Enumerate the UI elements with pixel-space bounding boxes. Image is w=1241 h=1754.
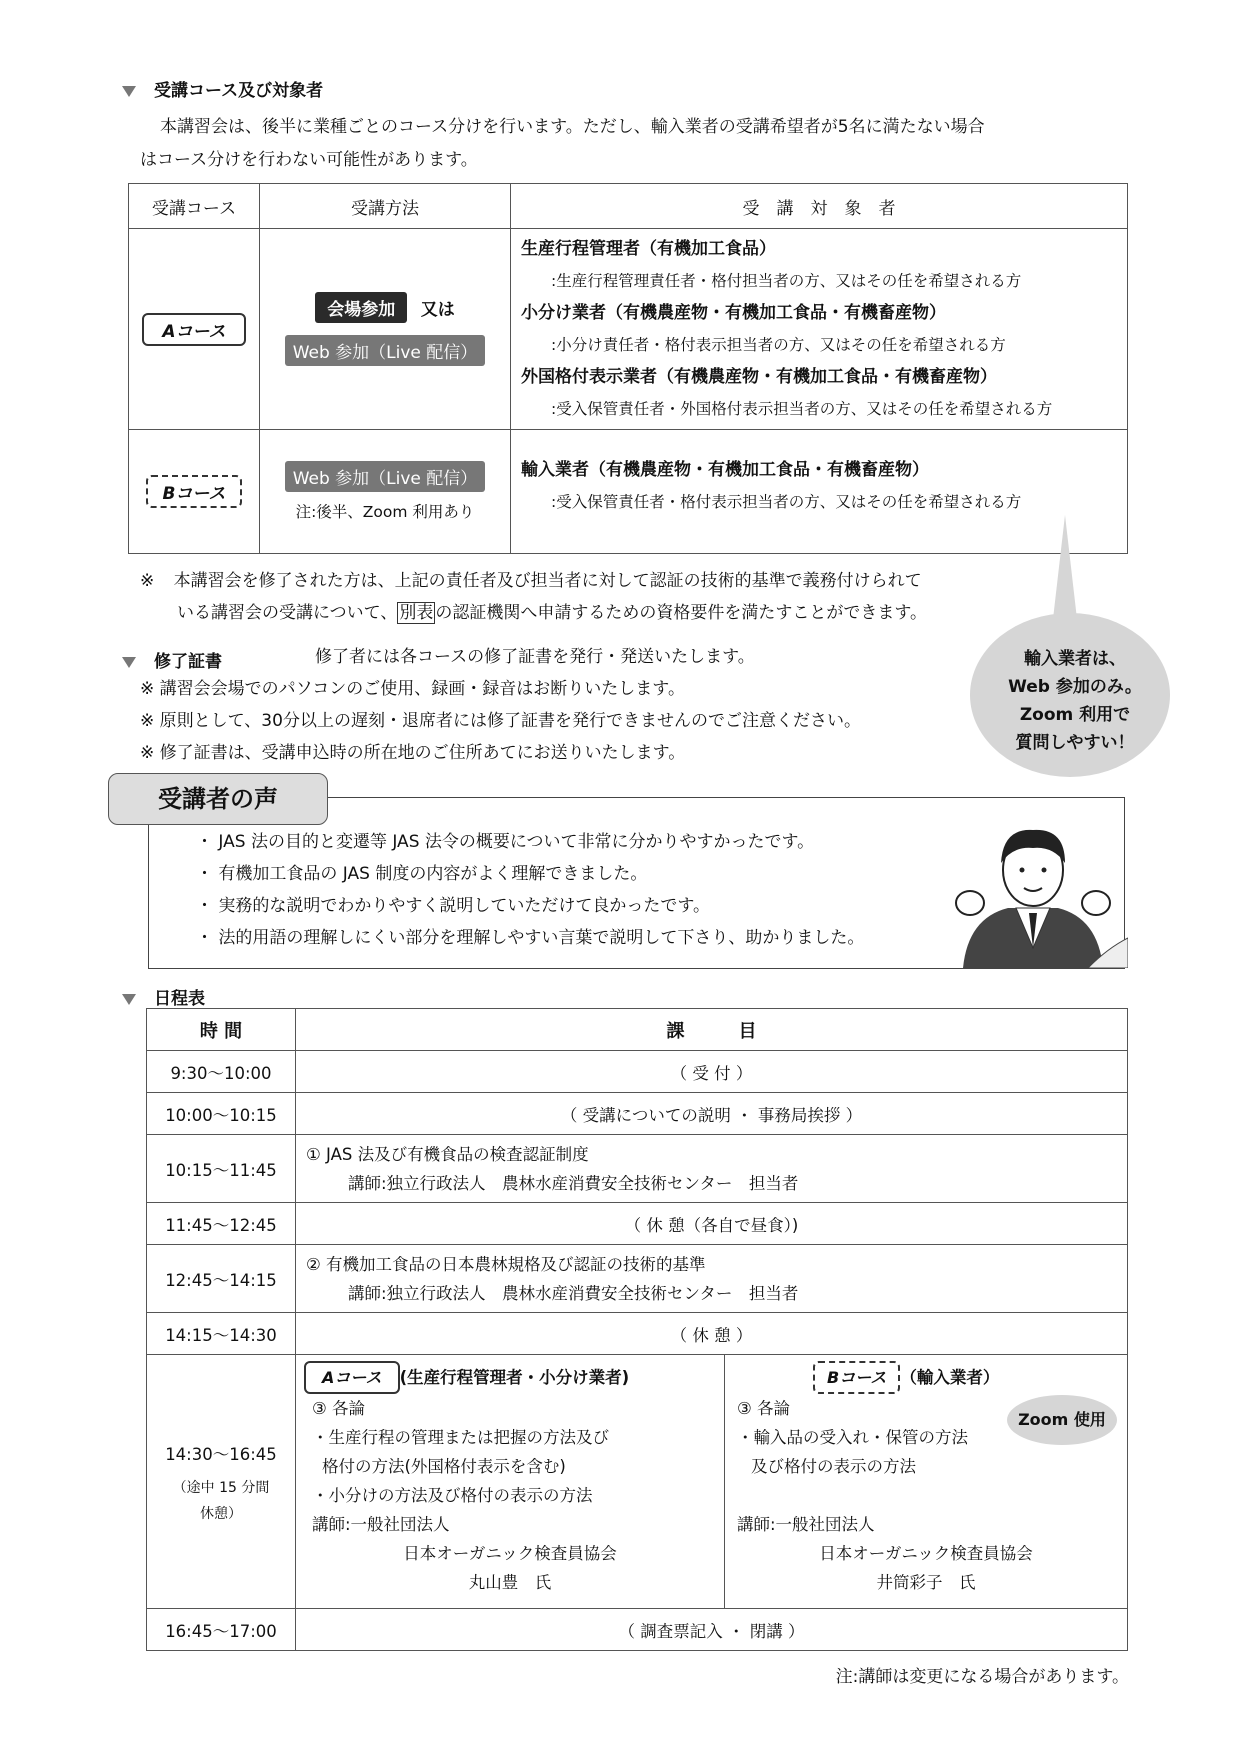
schedule-footnote: 注:講師は変更になる場合があります。 — [835, 1667, 1129, 1687]
target-title: 小分け業者（有機農産物・有機加工食品・有機畜産物） — [521, 303, 946, 323]
target-desc: :受入保管責任者・外国格付表示担当者の方、又はその任を希望される方 — [551, 400, 1053, 418]
a-target-cell — [511, 229, 1128, 430]
schedule-row: 10:15～11:45 ① JAS 法及び有機食品の検査認証制度 講師:独立行政法人 農林水産消費安全技術センター 担当者 — [147, 1135, 1128, 1203]
th-method: 受講方法 — [260, 184, 511, 229]
voices-tab: 受講者の声 — [108, 773, 328, 825]
method-or: 又は — [420, 300, 455, 320]
businessman-illustration — [938, 808, 1128, 968]
certificate-note: ※ 修了証書は、受講申込時の所在地のご住所あてにお送りいたします。 — [140, 743, 686, 763]
col-time-header: 時 間 — [147, 1009, 296, 1051]
a-course-badge: Aコース — [142, 313, 245, 346]
th-target: 受 講 対 象 者 — [511, 184, 1128, 229]
schedule-row: 11:45～12:45 （ 休 憩（各自で昼食）) — [147, 1203, 1128, 1245]
target-title: 輸入業者（有機農産物・有機加工食品・有機畜産物） — [521, 460, 929, 480]
web-badge-b: Web 参加（Live 配信） — [285, 461, 486, 492]
course-section-heading: 受講コース及び対象者 — [122, 76, 323, 101]
triangle-bullet-icon — [122, 994, 136, 1005]
schedule-row: 10:00～10:15 （ 受講についての説明 ・ 事務局挨拶 ） — [147, 1093, 1128, 1135]
schedule-row-split: 14:30～16:45 （途中 15 分間 休憩） Aコース (生産行程管理者・小分け業者) ③ 各論 ・生産行程の管理または把握の方法及び 格付の方法(外国格付表示を含む) ・小分けの方法及び格付の表示の方法 講師:一般社団法人 日本オーガニック検査員協会 丸山豊 氏 Bコース （輸入業者） ③ 各論 ・輸入品の受入れ・保管の方法 及び格付の表示の方法 講師:一般社団法人 日本オーガニック検査員協会 井筒彩子 氏 Zoom 使用 — [147, 1355, 1128, 1609]
triangle-bullet-icon — [122, 86, 136, 97]
target-desc: :生産行程管理責任者・格付担当者の方、又はその任を希望される方 — [551, 272, 1022, 290]
b-course-badge: Bコース — [813, 1361, 900, 1394]
a-course-cell — [129, 229, 260, 430]
bubble-text: 輸入業者は、 Web 参加のみ。 Zoom 利用で 質問しやすい！ — [1008, 649, 1142, 753]
a-course-badge: Aコース — [304, 1361, 400, 1394]
web-badge-a: Web 参加（Live 配信） — [285, 335, 486, 366]
schedule-table — [146, 1008, 1128, 1651]
course-table — [128, 183, 1128, 554]
a-method-cell — [260, 229, 511, 430]
annex-link[interactable]: 別表 — [399, 603, 434, 623]
certificate-note: ※ 講習会会場でのパソコンのご使用、録画・録音はお断りいたします。 — [140, 679, 685, 699]
target-title: 生産行程管理者（有機加工食品） — [521, 239, 776, 259]
b-method-note: 注:後半、Zoom 利用あり — [295, 503, 475, 521]
qualification-note-line-2: いる講習会の受講について、 別表 の認証機関へ申請するための資格要件を満たすことができます。 — [177, 603, 927, 623]
venue-badge: 会場参加 — [315, 292, 407, 323]
voice-item: ・ 実務的な説明でわかりやすく説明していただけて良かったです。 — [196, 896, 711, 916]
a-course-lecture: Aコース (生産行程管理者・小分け業者) ③ 各論 ・生産行程の管理または把握の方法及び 格付の方法(外国格付表示を含む) ・小分けの方法及び格付の表示の方法 講師:一般社団法人 日本オーガニック検査員協会 丸山豊 氏 — [296, 1355, 725, 1609]
voices-list — [196, 826, 864, 954]
schedule-row: 16:45～17:00 （ 調査票記入 ・ 閉講 ） — [147, 1609, 1128, 1651]
th-course: 受講コース — [129, 184, 260, 229]
qualification-note-line-1: ※ 本講習会を修了された方は、上記の責任者及び担当者に対して認証の技術的基準で義務付けられて — [140, 571, 922, 591]
certificate-heading: 修了証書 — [122, 647, 222, 672]
b-course-cell — [129, 430, 260, 554]
b-course-badge: Bコース — [146, 475, 241, 508]
triangle-bullet-icon — [122, 657, 136, 668]
intro-line-1: 本講習会は、後半に業種ごとのコース分けを行います。ただし、輸入業者の受講希望者が5名に満たない場合 — [160, 117, 985, 137]
schedule-row: 9:30～10:00 （ 受 付 ） — [147, 1051, 1128, 1093]
schedule-row: 12:45～14:15 ② 有機加工食品の日本農林規格及び認証の技術的基準 講師:独立行政法人 農林水産消費安全技術センター 担当者 — [147, 1245, 1128, 1313]
zoom-badge: Zoom 使用 — [1007, 1395, 1117, 1445]
note-mark: ※ — [140, 571, 155, 591]
voice-item: ・ JAS 法の目的と変遷等 JAS 法令の概要について非常に分かりやすかったです。 — [196, 832, 815, 852]
col-subject-header: 課 目 — [296, 1009, 1128, 1051]
target-title: 外国格付表示業者（有機農産物・有機加工食品・有機畜産物） — [521, 367, 997, 387]
certificate-text: 修了者には各コースの修了証書を発行・発送いたします。 — [315, 647, 755, 667]
intro-line-2: はコース分けを行わない可能性があります。 — [140, 150, 478, 170]
course-row-a — [129, 229, 1128, 430]
target-desc: :小分け責任者・格付表示担当者の方、又はその任を希望される方 — [551, 336, 1006, 354]
target-desc: :受入保管責任者・格付表示担当者の方、又はその任を希望される方 — [551, 493, 1022, 511]
voice-item: ・ 有機加工食品の JAS 制度の内容がよく理解できました。 — [196, 864, 648, 884]
schedule-heading: 日程表 — [122, 984, 205, 1009]
b-course-lecture: Bコース （輸入業者） ③ 各論 ・輸入品の受入れ・保管の方法 及び格付の表示の方法 講師:一般社団法人 日本オーガニック検査員協会 井筒彩子 氏 Zoom 使用 — [725, 1355, 1128, 1609]
b-method-cell — [260, 430, 511, 554]
certificate-note: ※ 原則として、30分以上の遅刻・退席者には修了証書を発行できませんのでご注意ください。 — [140, 711, 861, 731]
schedule-row: 14:15～14:30 （ 休 憩 ） — [147, 1313, 1128, 1355]
voice-item: ・ 法的用語の理解しにくい部分を理解しやすい言葉で説明して下さり、助かりました。 — [196, 928, 865, 948]
